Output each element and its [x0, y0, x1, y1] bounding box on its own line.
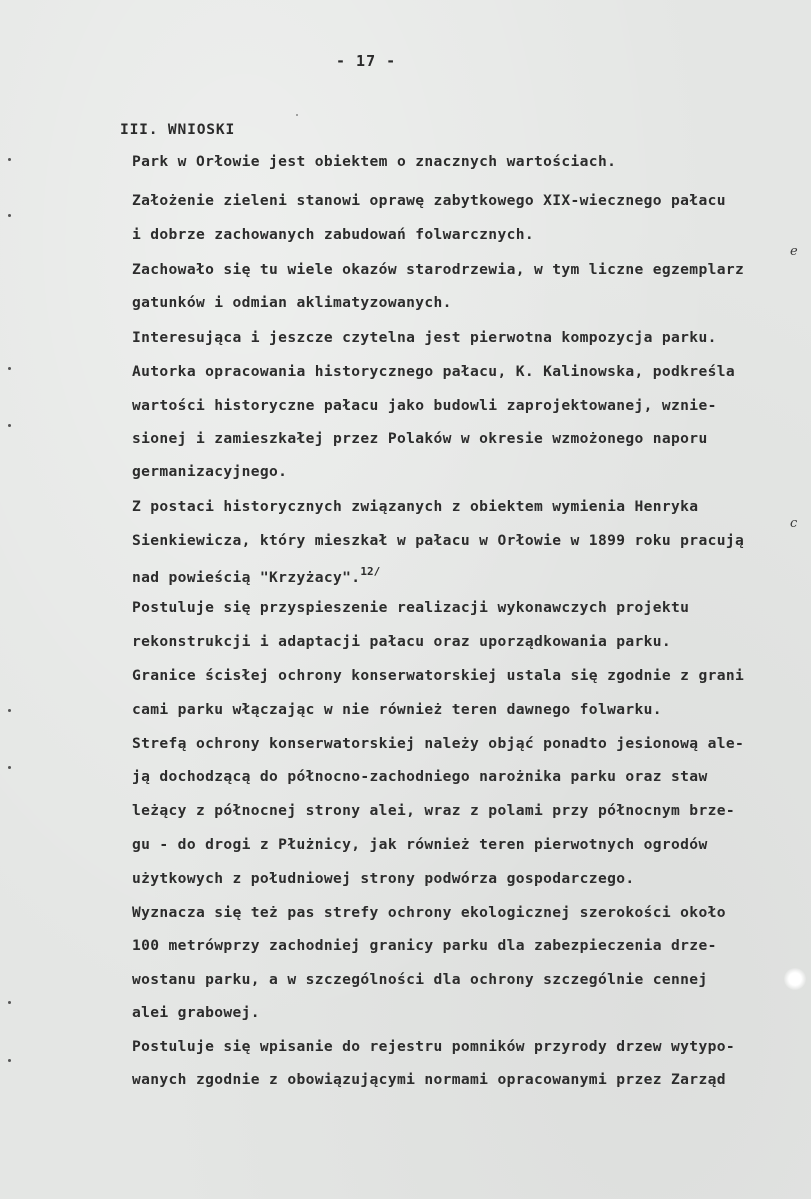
margin-dot — [8, 709, 11, 712]
text-line-body: nad powieścią "Krzyżacy". — [132, 569, 361, 586]
text-line: wartości historyczne pałacu jako budowli zaprojektowanej, wznie- — [132, 397, 717, 414]
margin-dot — [8, 158, 11, 161]
margin-dot — [8, 766, 11, 769]
text-line: Park w Orłowie jest obiektem o znacznych wartościach. — [132, 153, 617, 170]
margin-dot — [8, 214, 11, 217]
text-line — [132, 565, 380, 586]
margin-dot — [8, 424, 11, 427]
paper-speck — [296, 114, 298, 116]
text-line: wostanu parku, a w szczególności dla ochrony szczególnie cennej — [132, 971, 708, 988]
text-line: Postuluje się przyspieszenie realizacji wykonawczych projektu — [132, 599, 690, 616]
text-line: 100 metrówprzy zachodniej granicy parku dla zabezpieczenia drze- — [132, 937, 717, 954]
text-line: germanizacyjnego. — [132, 463, 288, 480]
text-line: Granice ścisłej ochrony konserwatorskiej ustala się zgodnie z grani — [132, 667, 745, 684]
text-line: Autorka opracowania historycznego pałacu, K. Kalinowska, podkreśla — [132, 363, 735, 380]
text-line: rekonstrukcji i adaptacji pałacu oraz uporządkowania parku. — [132, 633, 672, 650]
text-line: leżący z północnej strony alei, wraz z polami przy północnym brze- — [132, 802, 735, 819]
paper-smudge — [784, 968, 806, 990]
text-line: alei grabowej. — [132, 1004, 260, 1021]
text-line: wanych zgodnie z obowiązującymi normami opracowanymi przez Zarząd — [132, 1071, 726, 1088]
text-line: Założenie zieleni stanowi oprawę zabytkowego XIX-wiecznego pałacu — [132, 192, 726, 209]
text-line: użytkowych z południowej strony podwórza gospodarczego. — [132, 870, 635, 887]
text-line: Postuluje się wpisanie do rejestru pomników przyrody drzew wytypo- — [132, 1038, 735, 1055]
text-line: gatunków i odmian aklimatyzowanych. — [132, 294, 452, 311]
text-line: i dobrze zachowanych zabudowań folwarcznych. — [132, 226, 534, 243]
page-number: - 17 - — [336, 52, 397, 70]
margin-dot — [8, 1059, 11, 1062]
text-line: ją dochodzącą do północno-zachodniego narożnika parku oraz staw — [132, 768, 708, 785]
text-line: gu - do drogi z Płużnicy, jak również teren pierwotnych ogrodów — [132, 836, 708, 853]
text-line: Interesująca i jeszcze czytelna jest pierwotna kompozycja parku. — [132, 329, 717, 346]
text-line: Strefą ochrony konserwatorskiej należy objąć ponadto jesionową ale- — [132, 735, 745, 752]
text-line: Wyznacza się też pas strefy ochrony ekologicznej szerokości około — [132, 904, 726, 921]
handwritten-correction: c — [790, 516, 798, 531]
handwritten-correction: e — [790, 244, 798, 259]
text-line: Z postaci historycznych związanych z obiektem wymienia Henryka — [132, 498, 699, 515]
text-line: sionej i zamieszkałej przez Polaków w okresie wzmożonego naporu — [132, 430, 708, 447]
margin-dot — [8, 367, 11, 370]
section-heading: III. WNIOSKI — [120, 121, 236, 138]
footnote-reference: 12/ — [360, 565, 381, 578]
text-line: Sienkiewicza, który mieszkał w pałacu w Orłowie w 1899 roku pracują — [132, 532, 745, 549]
text-line: Zachowało się tu wiele okazów starodrzewia, w tym liczne egzemplarz — [132, 261, 745, 278]
text-line: cami parku włączając w nie również teren dawnego folwarku. — [132, 701, 662, 718]
margin-dot — [8, 1001, 11, 1004]
